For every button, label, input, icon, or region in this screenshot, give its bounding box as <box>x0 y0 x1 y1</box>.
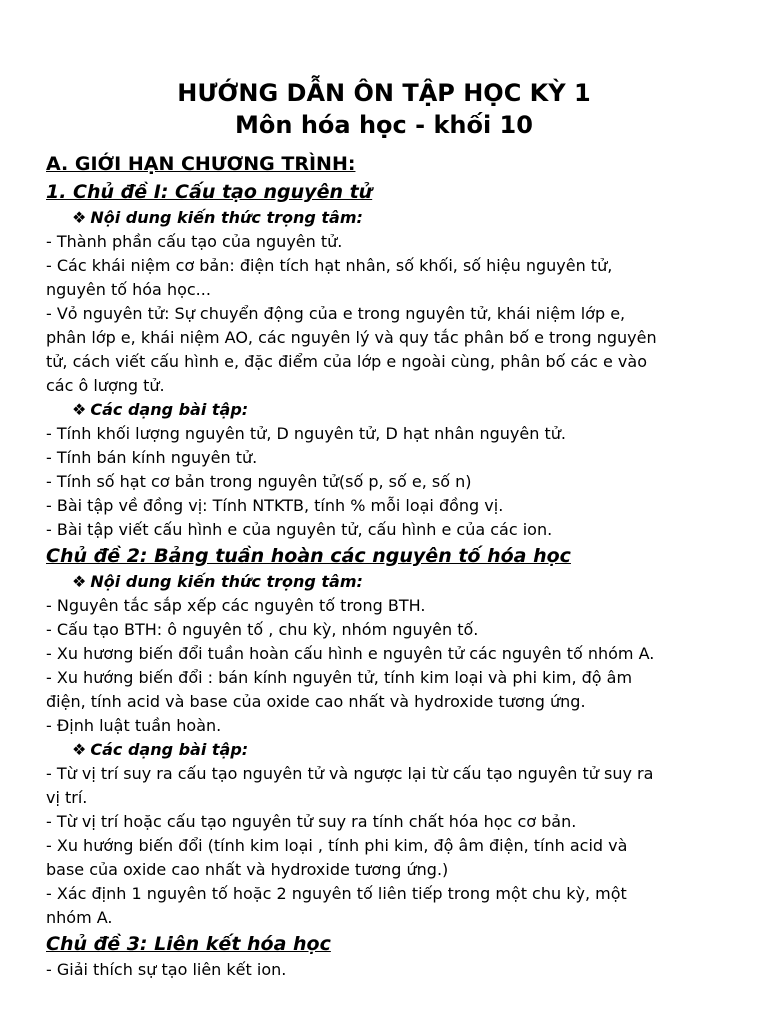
topic-1-heading: 1. Chủ đề I: Cấu tạo nguyên tử <box>46 181 373 203</box>
list-item-line: phân lớp e, khái niệm AO, các nguyên lý và quy tắc phân bố e trong nguyên <box>46 328 657 347</box>
list-item <box>46 494 736 518</box>
topic-2-knowledge-heading <box>72 570 736 594</box>
section-a-heading: A. GIỚI HẠN CHƯƠNG TRÌNH: <box>46 153 356 175</box>
list-item <box>46 810 736 834</box>
list-item-line: - Bài tập viết cấu hình e của nguyên tử, cấu hình e của các ion. <box>46 520 553 539</box>
topic-1-exercise-list <box>46 422 736 542</box>
list-item-line: - Định luật tuần hoàn. <box>46 716 222 735</box>
list-item-line: base của oxide cao nhất và hydroxide tương ứng.) <box>46 860 449 879</box>
list-item <box>46 666 736 714</box>
list-item-line: - Tính khối lượng nguyên tử, D nguyên tử, D hạt nhân nguyên tử. <box>46 424 566 443</box>
list-item-line: - Từ vị trí suy ra cấu tạo nguyên tử và ngược lại từ cấu tạo nguyên tử suy ra <box>46 764 654 783</box>
document-title: HƯỚNG DẪN ÔN TẬP HỌC KỲ 1 <box>177 79 591 107</box>
list-item <box>46 618 736 642</box>
list-item-line: - Xác định 1 nguyên tố hoặc 2 nguyên tố liên tiếp trong một chu kỳ, một <box>46 884 627 903</box>
topic-2-knowledge-list <box>46 594 736 738</box>
topic-3-heading: Chủ đề 3: Liên kết hóa học <box>46 933 331 955</box>
topic-2-exercise-list <box>46 762 736 930</box>
list-item-line: vị trí. <box>46 788 88 807</box>
list-item-line: - Từ vị trí hoặc cấu tạo nguyên tử suy ra tính chất hóa học cơ bản. <box>46 812 577 831</box>
list-item-line: - Xu hướng biến đổi (tính kim loại , tính phi kim, độ âm điện, tính acid và <box>46 836 628 855</box>
list-item-line: - Nguyên tắc sắp xếp các nguyên tố trong BTH. <box>46 596 426 615</box>
diamond-bullet-icon: ❖ <box>72 572 87 591</box>
list-item-line: nhóm A. <box>46 908 113 927</box>
topic-2-exercise-heading <box>72 738 736 762</box>
list-item-line: - Thành phần cấu tạo của nguyên tử. <box>46 232 343 251</box>
list-item <box>46 446 736 470</box>
list-item-line: nguyên tố hóa học... <box>46 280 211 299</box>
list-item-line: - Tính số hạt cơ bản trong nguyên tử(số p, số e, số n) <box>46 472 472 491</box>
list-item <box>46 882 736 930</box>
list-item <box>46 230 736 254</box>
list-item-line: - Vỏ nguyên tử: Sự chuyển động của e trong nguyên tử, khái niệm lớp e, <box>46 304 626 323</box>
topic-2-heading: Chủ đề 2: Bảng tuần hoàn các nguyên tố hóa học <box>46 545 571 567</box>
topic-1-knowledge-list <box>46 230 736 398</box>
document-body <box>46 150 736 982</box>
list-item-line: - Tính bán kính nguyên tử. <box>46 448 258 467</box>
list-item-line: - Xu hương biến đổi tuần hoàn cấu hình e nguyên tử các nguyên tố nhóm A. <box>46 644 655 663</box>
document-subtitle: Môn hóa học - khối 10 <box>235 111 533 139</box>
list-item-line: - Các khái niệm cơ bản: điện tích hạt nhân, số khối, số hiệu nguyên tử, <box>46 256 613 275</box>
diamond-bullet-icon: ❖ <box>72 208 87 227</box>
list-item <box>46 834 736 882</box>
list-item-line: - Giải thích sự tạo liên kết ion. <box>46 960 287 979</box>
list-item-line: tử, cách viết cấu hình e, đặc điểm của lớp e ngoài cùng, phân bố các e vào <box>46 352 647 371</box>
list-item-line: - Cấu tạo BTH: ô nguyên tố , chu kỳ, nhóm nguyên tố. <box>46 620 479 639</box>
list-item <box>46 422 736 446</box>
topic-1-exercise-heading <box>72 398 736 422</box>
list-item <box>46 518 736 542</box>
diamond-bullet-icon: ❖ <box>72 400 87 419</box>
list-item-line: các ô lượng tử. <box>46 376 165 395</box>
list-item <box>46 302 736 398</box>
sub-heading-label: Nội dung kiến thức trọng tâm: <box>90 208 363 227</box>
list-item-line: điện, tính acid và base của oxide cao nhất và hydroxide tương ứng. <box>46 692 586 711</box>
list-item <box>46 642 736 666</box>
list-item-line: - Bài tập về đồng vị: Tính NTKTB, tính % mỗi loại đồng vị. <box>46 496 504 515</box>
list-item <box>46 714 736 738</box>
sub-heading-label: Nội dung kiến thức trọng tâm: <box>90 572 363 591</box>
topic-3-list <box>46 958 736 982</box>
sub-heading-label: Các dạng bài tập: <box>90 400 249 419</box>
list-item-line: - Xu hướng biến đổi : bán kính nguyên tử, tính kim loại và phi kim, độ âm <box>46 668 633 687</box>
diamond-bullet-icon: ❖ <box>72 740 87 759</box>
list-item <box>46 470 736 494</box>
list-item <box>46 958 736 982</box>
list-item <box>46 254 736 302</box>
list-item <box>46 594 736 618</box>
list-item <box>46 762 736 810</box>
topic-1-knowledge-heading <box>72 206 736 230</box>
sub-heading-label: Các dạng bài tập: <box>90 740 249 759</box>
